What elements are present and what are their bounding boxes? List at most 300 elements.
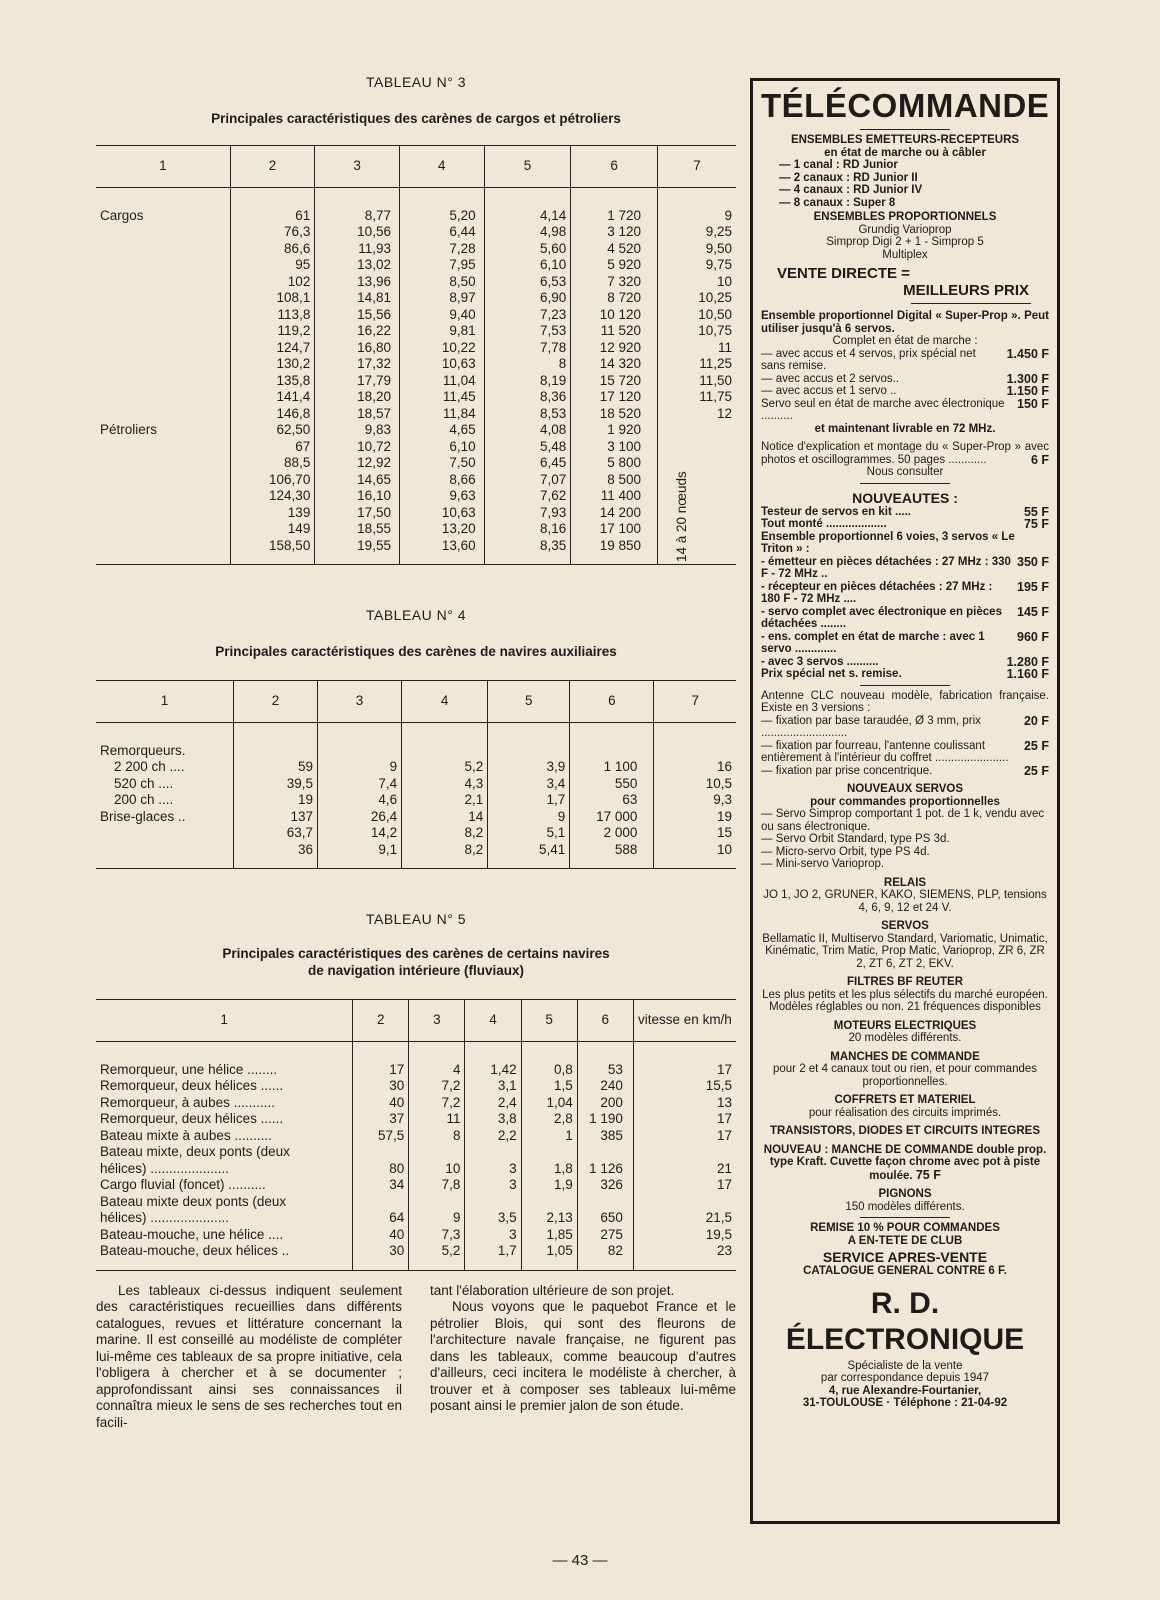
t3-cell: 10,22 [399,340,484,357]
t3-cell: 9,81 [399,323,484,340]
t3-cell [96,307,230,324]
t3-cell: 106,70 [230,472,315,489]
t3-cell: 18,20 [315,389,400,406]
t3-cell: 11,25 [658,356,736,373]
t5-cell: Bateau mixte deux ponts (deux [100,1193,287,1209]
t3-cell: 16,10 [315,488,400,505]
t4-cell: 15 [654,825,736,842]
t3-cell: 17 120 [571,389,658,406]
t3-cell [96,323,230,340]
t3-cell: 16,80 [315,340,400,357]
ad-servos-text: Bellamatic II, Multiservo Standard, Variomatic, Unimatic, Kinématic, Trim Matic, Prop Matic, Varioprop, ZR 6, ZR 2, ZT 6, ZT 2, EKV. [762,932,1048,970]
t5-cell: Remorqueur, à aubes ........... [100,1094,275,1110]
t5-row [96,1128,736,1145]
t3-row [96,422,736,439]
t3-cell: 7,78 [484,340,571,357]
ad-manches-text: pour 2 et 4 canaux tout ou rien, et pour commandes proportionnelles. [772,1063,1038,1088]
t3-cell: 10 [658,274,736,291]
ad-nouveaute-item [761,668,1049,681]
t3-cell [96,505,230,522]
t5-cell: 23 [633,1243,736,1270]
t3-cell: 7,07 [484,472,571,489]
t3-cell: 9,75 [658,257,736,274]
ad-nouveautes-heading: NOUVEAUTES : [852,489,958,506]
t5-cell: 1,8 [521,1161,577,1178]
t4-cell: 10 [654,842,736,869]
t4-cell: 9 [488,809,570,826]
t4-cell: 16 [654,759,736,776]
t3-cell [96,373,230,390]
t3-row [96,488,736,505]
t3-row [96,241,736,258]
ad-new-servo-item: — Micro-servo Orbit, type PS 4d. [761,845,930,858]
t4-cell: 588 [570,842,654,869]
t5-cell: Bateau-mouche, deux hélices .. [100,1243,290,1258]
t4-cell: 2 000 [570,825,654,842]
t4-cell: 1,7 [488,792,570,809]
t3-cell: 6,53 [484,274,571,291]
t3-cell: 8,35 [484,538,571,565]
ad-nouveaute-item [761,506,1049,519]
ad-notice-price: 6 F [1030,452,1049,467]
ad-nouveaute-item-label: Ensemble proportionnel 6 voies, 3 servos « Le Triton » : [761,530,1015,555]
t3-cell: 124,7 [230,340,315,357]
t3-row [96,472,736,489]
ad-nouveaute-item-label: - récepteur en pièces détachées : 27 MHz : 180 F - 72 MHz .... [761,580,993,605]
t3-row [96,439,736,456]
t5-cell: 3,5 [465,1210,521,1227]
t3-cell: 6,45 [484,455,571,472]
ad-new-servos-sub: pour commandes proportionnelles [810,795,1000,808]
t3-cell: 13,20 [399,521,484,538]
table3-speed-note: 14 à 20 nœuds [674,471,690,562]
t4-cell [96,842,233,869]
t3-cell: Cargos [100,207,144,223]
ad-superprop-item-label: Servo seul en état de marche avec électronique .......... [761,397,1005,422]
ad-nouveaute-item-label: - avec 3 servos .......... [761,655,879,668]
t5-cell: 2,13 [521,1210,577,1227]
t5-cell: Cargo fluvial (foncet) .......... [100,1177,266,1192]
t3-cell: 17,79 [315,373,400,390]
t3-cell: 10,63 [399,356,484,373]
t5-cell: 2,4 [465,1095,521,1112]
t5-cell: 30 [353,1078,409,1095]
t4-cell [318,722,402,759]
t5-cell: hélices) ..................... [100,1210,230,1225]
t5-cell [409,1144,465,1161]
t5-cell: 240 [577,1078,633,1095]
ad-brand: R. D. ÉLECTRONIQUE [785,1286,1025,1356]
ad-prop-l1: Grundig Varioprop [858,223,952,236]
t4-header-2: 2 [233,681,317,722]
t3-row [96,323,736,340]
page-number: — 43 — [552,1552,608,1569]
t4-header-5: 5 [488,681,570,722]
t4-cell: 39,5 [233,776,317,793]
t5-row [96,1194,736,1211]
ad-remise-l2: A EN-TETE DE CLUB [847,1234,963,1247]
t3-cell: 10,63 [399,505,484,522]
ad-superprop-item-price: 1.300 F [1006,372,1049,385]
t3-cell: 9,83 [315,422,400,439]
t3-cell [96,455,230,472]
t3-cell: 86,6 [230,241,315,258]
ad-relais-text: JO 1, JO 2, GRUNER, KAKO, SIEMENS, PLP, tensions 4, 6, 9, 12 et 24 V. [763,889,1047,914]
article-column [96,70,736,1431]
t3-cell: 4,08 [484,422,571,439]
t3-cell: 12,92 [315,455,400,472]
ad-nouveaute-item-price: 195 F [1017,580,1049,594]
t3-row [96,373,736,390]
t5-cell: 19,5 [633,1227,736,1244]
t4-cell: 14 [402,809,488,826]
t3-cell: 6,10 [484,257,571,274]
t4-cell: 63 [570,792,654,809]
t3-row [96,224,736,241]
ad-prop-l3: Multiplex [882,248,928,261]
t3-cell: 9 [658,187,736,224]
t3-cell: 14 320 [571,356,658,373]
t3-cell: 9,40 [399,307,484,324]
t3-cell [96,356,230,373]
ad-ensemble-item: — 4 canaux : RD Junior IV [779,184,923,196]
t3-cell: 158,50 [230,538,315,565]
t3-cell: 95 [230,257,315,274]
t3-cell: 67 [230,439,315,456]
t4-cell [96,825,233,842]
t4-header-3: 3 [318,681,402,722]
t5-cell: 7,8 [409,1177,465,1194]
ad-ensemble-item: — 1 canal : RD Junior [779,159,898,171]
ad-antenne-item-label: — fixation par fourreau, l'antenne coulissant entièrement à l'intérieur du coffret ....................... [761,739,1009,764]
ad-vente-l2: MEILLEURS PRIX [903,282,1029,299]
t3-cell: 8 720 [571,290,658,307]
ad-address-l2: par correspondance depuis 1947 [820,1372,990,1384]
t3-cell: 8,16 [484,521,571,538]
t5-header-4: 4 [465,1000,521,1041]
t3-cell: 7,93 [484,505,571,522]
t4-cell: 8,2 [402,825,488,842]
ad-address-l1: Spécialiste de la vente [847,1359,963,1372]
ad-nouveautes-list [761,506,1049,681]
t4-row [96,842,736,869]
t3-cell: 10,25 [658,290,736,307]
ad-manches-heading: MANCHES DE COMMANDE [830,1050,980,1063]
t3-header-5: 5 [484,146,571,187]
t3-cell: 10,75 [658,323,736,340]
ad-address-l4: 31-TOULOUSE · Téléphone : 21-04-92 [802,1397,1008,1409]
t3-header-3: 3 [315,146,400,187]
table4-subtitle: Principales caractéristiques des carènes de navires auxiliaires [215,644,617,659]
t4-cell: 63,7 [233,825,317,842]
t3-cell: 13,02 [315,257,400,274]
t5-cell: 1,7 [465,1243,521,1270]
table4-caption: TABLEAU N° 4 [365,607,467,623]
t5-cell: 3,1 [465,1078,521,1095]
t3-cell: 7,50 [399,455,484,472]
t5-cell [465,1144,521,1161]
t5-header-6: 6 [577,1000,633,1041]
ad-nouveaute-item-label: Prix spécial net s. remise. [761,668,902,680]
t5-cell [521,1144,577,1161]
ad-nouveaute-item [761,631,1049,656]
t3-row [96,455,736,472]
t4-header-7: 7 [654,681,736,722]
t3-cell: 62,50 [230,422,315,439]
ad-nouveau-manche [761,1144,1049,1183]
t4-cell [402,722,488,759]
t3-cell [96,439,230,456]
ad-nouveaute-item-label: - servo complet avec électronique en pièces détachées ........ [761,605,1002,630]
t3-cell: 7,53 [484,323,571,340]
t5-cell: 40 [353,1095,409,1112]
ad-nouveaute-item [761,556,1049,581]
ad-nouveaute-item-label: - émetteur en pièces détachées : 27 MHz : 330 F - 72 MHz .. [761,555,1011,580]
table5 [96,999,736,1271]
t5-cell: 3,8 [465,1111,521,1128]
ad-antenne-intro: Antenne CLC nouveau modèle, fabrication française. Existe en 3 versions : [761,689,1049,714]
ad-ensembles-sub: en état de marche ou à câbler [824,146,986,159]
t5-header-2: 2 [353,1000,409,1041]
ad-servos-heading: SERVOS [881,920,929,932]
ad-nouveaute-item [761,518,1049,531]
t5-cell [465,1194,521,1211]
t5-cell [633,1144,736,1161]
t3-cell: 11 [658,340,736,357]
t5-cell [353,1194,409,1211]
t5-row [96,1161,736,1178]
t3-cell: 9,25 [658,224,736,241]
t3-cell: 4,65 [399,422,484,439]
ad-antenne-item [761,740,1049,765]
ad-superprop-prices [761,348,1049,423]
ad-antenne-item-price: 20 F [1023,714,1049,728]
t3-cell: 8,77 [315,187,400,224]
t5-cell: 2,8 [521,1111,577,1128]
ad-new-servo-item: — Servo Simprop comportant 1 pot. de 1 k, vendu avec ou sans électronique. [761,808,1045,833]
t5-cell: 3 [465,1227,521,1244]
t3-cell [96,274,230,291]
table5-subtitle-line2: de navigation intérieure (fluviaux) [307,963,525,978]
t4-cell: 200 ch .... [114,792,174,807]
t3-cell: 17,50 [315,505,400,522]
t4-cell: 36 [233,842,317,869]
t4-cell: 5,1 [488,825,570,842]
t3-row [96,290,736,307]
ad-new-servos-heading: NOUVEAUX SERVOS [846,783,964,795]
t3-cell: 13,60 [399,538,484,565]
t4-cell: 4,6 [318,792,402,809]
ad-nouveaute-item-price: 1.280 F [1006,655,1049,668]
t3-cell: 4 520 [571,241,658,258]
t3-cell: 8,36 [484,389,571,406]
t3-cell: 16,22 [315,323,400,340]
t3-cell: 10,50 [658,307,736,324]
t5-cell: 8 [409,1128,465,1145]
ad-nouveaute-item-price: 75 F [1023,518,1049,531]
t4-cell: 14,2 [318,825,402,842]
t3-cell: 108,1 [230,290,315,307]
t3-cell: 9,50 [658,241,736,258]
t5-cell: 1,04 [521,1095,577,1112]
t3-row [96,307,736,324]
ad-nouveaute-item [761,656,1049,669]
ad-catalogue: CATALOGUE GENERAL CONTRE 6 F. [803,1265,1007,1277]
t3-row [96,257,736,274]
t5-cell: 34 [353,1177,409,1194]
t5-cell: 1 [521,1128,577,1145]
ad-notice-text: Notice d'explication et montage du « Super-Prop » avec photos et oscillogrammes. 50 pages ............ [761,441,1049,466]
ad-moteurs-heading: MOTEURS ELECTRIQUES [833,1019,977,1032]
t4-header-6: 6 [570,681,654,722]
ad-superprop-item [761,373,1049,386]
table3-caption: TABLEAU N° 3 [365,74,467,90]
table5-subtitle [96,945,736,979]
ad-prop-heading: ENSEMBLES PROPORTIONNELS [813,211,997,223]
t3-cell: 3 100 [571,439,658,456]
t5-header-3: 3 [409,1000,465,1041]
t5-cell: 385 [577,1128,633,1145]
t3-cell: 7,28 [399,241,484,258]
ad-superprop-item-price: 1.450 F [1006,347,1049,361]
ad-transistors-heading: TRANSISTORS, DIODES ET CIRCUITS INTEGRES [769,1125,1041,1137]
t3-cell [96,340,230,357]
ad-sav: SERVICE APRES-VENTE [822,1249,988,1265]
ad-coffrets-heading: COFFRETS ET MATERIEL [834,1094,976,1106]
t5-cell [633,1194,736,1211]
t3-row [96,356,736,373]
t5-row [96,1177,736,1194]
t5-cell: 326 [577,1177,633,1194]
t3-cell: 14 200 [571,505,658,522]
t3-cell: 10,56 [315,224,400,241]
t3-cell [96,290,230,307]
t5-row [96,1210,736,1227]
t5-cell: Remorqueur, deux hélices ...... [100,1111,284,1126]
table4 [96,680,736,869]
t3-cell: 130,2 [230,356,315,373]
t4-cell: Brise-glaces .. [100,808,186,824]
ad-nouveaute-item [761,531,1049,556]
t5-cell: 10 [409,1161,465,1178]
t5-cell: 7,2 [409,1078,465,1095]
advertisement [750,78,1060,1524]
ad-superprop-item-label: — avec accus et 4 servos, prix spécial net sans remise. [761,347,976,372]
t4-row [96,759,736,776]
t4-cell: 5,2 [402,759,488,776]
t5-cell: 30 [353,1243,409,1270]
ad-address-l3: 4, rue Alexandre-Fourtanier, [828,1384,982,1397]
t4-row [96,792,736,809]
t5-cell: 40 [353,1227,409,1244]
t3-cell: Pétroliers [100,422,158,437]
t5-cell: 9 [409,1210,465,1227]
ad-pignons-heading: PIGNONS [878,1188,932,1200]
t3-cell [96,241,230,258]
t5-cell: 1,85 [521,1227,577,1244]
t5-cell: 15,5 [633,1078,736,1095]
t3-row [96,406,736,423]
t3-header-7: 7 [658,146,736,187]
t4-cell: 520 ch .... [114,775,174,791]
ad-new-servos-list [761,808,1049,871]
ad-pignons-text: 150 modèles différents. [845,1200,965,1213]
ad-nouveaute-item-price: 55 F [1023,505,1049,518]
t4-cell [654,722,736,759]
t3-row [96,538,736,565]
t5-cell: 17 [633,1177,736,1194]
t3-cell: 135,8 [230,373,315,390]
t4-cell: 26,4 [318,809,402,826]
t4-cell: 9,3 [654,792,736,809]
t3-header-4: 4 [399,146,484,187]
t3-cell: 19,55 [315,538,400,565]
t5-cell [577,1144,633,1161]
t3-cell: 6,90 [484,290,571,307]
ad-ensemble-item: — 8 canaux : Super 8 [779,196,896,209]
t4-cell: 19 [233,792,317,809]
t3-cell: 3 120 [571,224,658,241]
t5-header-5: 5 [521,1000,577,1041]
t3-header-6: 6 [571,146,658,187]
t4-row [96,825,736,842]
t5-cell: 17 [633,1041,736,1078]
t5-cell: 13 [633,1095,736,1112]
ad-nouveau-manche-text: NOUVEAU : MANCHE DE COMMANDE double prop. type Kraft. Cuvette façon chrome avec pot à piste moulée. [763,1143,1047,1182]
t5-cell: 650 [577,1210,633,1227]
t5-cell: 17 [353,1041,409,1078]
t3-cell: 11 400 [571,488,658,505]
ad-vente-l1: VENTE DIRECTE = [777,265,910,282]
t3-cell [96,538,230,565]
t5-cell: 7,3 [409,1227,465,1244]
table5-caption: TABLEAU N° 5 [365,911,467,927]
t3-row [96,505,736,522]
t4-cell: 10,5 [654,776,736,793]
t4-header-1: 1 [96,681,233,722]
ad-nouveaute-item-label: Tout monté ................... [761,518,887,530]
ad-notice [761,441,1049,466]
t3-cell: 139 [230,505,315,522]
t5-cell: 21 [633,1161,736,1178]
t4-cell: 17 000 [570,809,654,826]
t3-cell: 8,97 [399,290,484,307]
t5-cell: 5,2 [409,1243,465,1270]
t4-cell: 4,3 [402,776,488,793]
t4-row [96,776,736,793]
t3-cell: 8,19 [484,373,571,390]
t3-cell: 15,56 [315,307,400,324]
t5-cell: 1,05 [521,1243,577,1270]
t3-cell: 8,50 [399,274,484,291]
ad-superprop-72mhz: et maintenant livrable en 72 MHz. [814,422,996,435]
t4-header-4: 4 [402,681,488,722]
t4-cell: 9 [318,759,402,776]
t3-cell: 113,8 [230,307,315,324]
t5-cell: Bateau mixte, deux ponts (deux [100,1144,290,1159]
t3-cell: 141,4 [230,389,315,406]
t3-cell: 15 720 [571,373,658,390]
t5-cell: 1,5 [521,1078,577,1095]
t3-header-1: 1 [96,146,230,187]
t3-cell: 7,62 [484,488,571,505]
ad-nouveau-manche-price: 75 F [915,1167,941,1182]
t3-cell: 17 100 [571,521,658,538]
t3-cell: 11,04 [399,373,484,390]
t5-cell: 200 [577,1095,633,1112]
t5-cell: 1,42 [465,1041,521,1078]
ad-superprop-item-label: — avec accus et 2 servos.. [761,372,900,385]
